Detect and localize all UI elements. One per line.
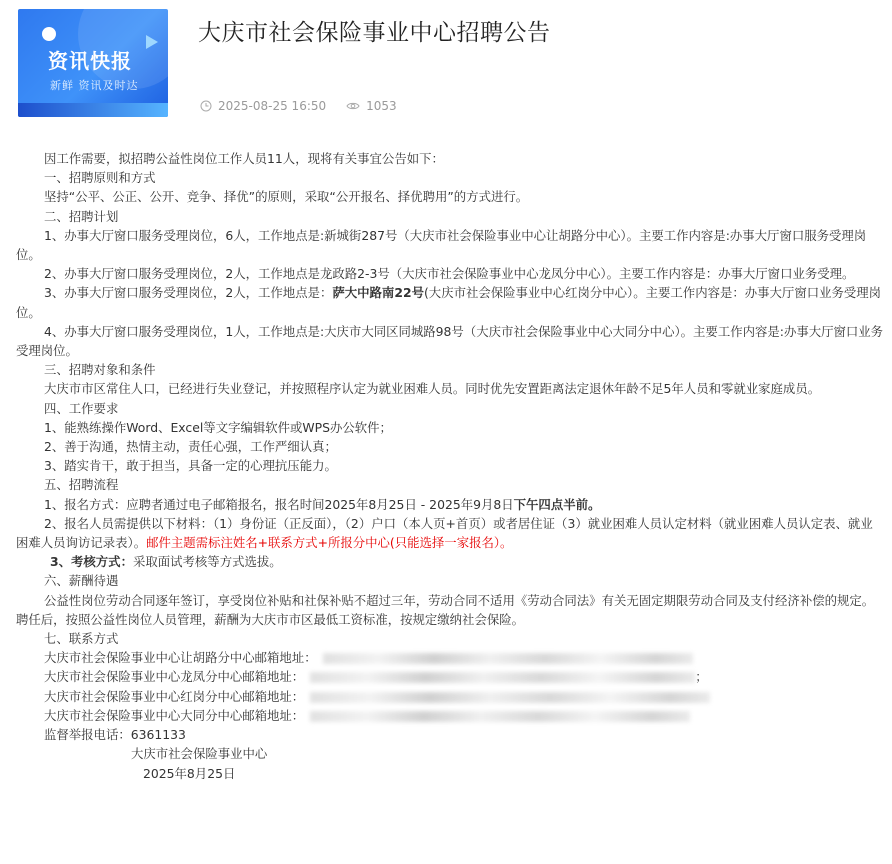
- article-body: [16, 149, 884, 783]
- contact-line: [16, 648, 884, 667]
- section-heading: 七、联系方式: [44, 631, 119, 647]
- eligibility-text: 大庆市市区常住人口，已经进行失业登记，并按照程序认定为就业困难人员。同时优先安置距离法定退休年龄不足5年人员和零就业家庭成员。: [44, 381, 821, 397]
- thumbnail-title: 资讯快报: [48, 49, 132, 73]
- section-heading: 六、薪酬待遇: [44, 573, 119, 589]
- process-item-3: [16, 552, 884, 571]
- contact-end: ；: [695, 669, 708, 685]
- process-item-1: [16, 495, 884, 514]
- section-text: 坚持“公平、公正、公开、竞争、择优”的原则，采取“公开报名、择优聘用”的方式进行。: [44, 189, 529, 205]
- article-title: 大庆市社会保险事业中心招聘公告: [198, 20, 551, 46]
- section-heading: 二、招聘计划: [44, 208, 119, 224]
- process-item-2: [16, 514, 884, 552]
- contact-line: [16, 687, 884, 706]
- contact-label: 大庆市社会保险事业中心让胡路分中心邮箱地址：: [44, 650, 317, 666]
- redacted-email: [310, 711, 690, 722]
- plan-item-3-address: 萨大中路南22号: [332, 285, 424, 301]
- section-heading: 五、招聘流程: [44, 477, 119, 493]
- eye-icon: [346, 100, 360, 112]
- plan-item-3-end: (大庆市社会保险事业中心红岗分中心）。主要工作内容是：办事大厅窗口业务受理岗位。: [16, 285, 882, 320]
- report-phone: 监督举报电话：6361133: [44, 727, 186, 743]
- signature-date: 2025年8月25日: [143, 765, 236, 781]
- contact-label: 大庆市社会保险事业中心龙凤分中心邮箱地址：: [44, 669, 305, 685]
- contact-line: [16, 667, 884, 686]
- process-item-1-text: 1、报名方式：应聘者通过电子邮箱报名，报名时间2025年8月25日 - 2025年9月8日: [44, 496, 514, 512]
- process-item-2-text: 2、报名人员需提供以下材料：（1）身份证（正反面），（2）户口（本人页+首页）或者居住证（3）就业困难人员认定材料（就业困难人员认定表、就业困难人员询访记录表）。: [16, 515, 873, 551]
- section-heading: 四、工作要求: [44, 400, 119, 416]
- intro-text: 因工作需要，拟招聘公益性岗位工作人员11人，现将有关事宜公告如下：: [44, 151, 444, 166]
- thumbnail-subtitle: 新鲜 资讯及时达: [50, 79, 139, 92]
- article-meta: [200, 99, 397, 113]
- thumbnail-bar: [18, 103, 168, 117]
- redacted-email: [310, 692, 710, 703]
- contact-label: 大庆市社会保险事业中心红岗分中心邮箱地址：: [44, 688, 305, 704]
- contact-line: [16, 706, 884, 725]
- redacted-email: [310, 672, 695, 683]
- plan-item-1: 1、办事大厅窗口服务受理岗位，6人，工作地点是:新城街287号（大庆市社会保险事业中心让胡路分中心）。主要工作内容是:办事大厅窗口服务受理岗位。: [16, 227, 867, 263]
- section-heading: 一、招聘原则和方式: [44, 170, 156, 186]
- email-subject-note: 邮件主题需标注姓名+联系方式+所报分中心(只能选择一家报名）。: [146, 535, 513, 551]
- thumbnail-dot-icon: [42, 27, 56, 41]
- deadline-text: 下午四点半前。: [513, 496, 601, 512]
- play-triangle-icon: [146, 35, 158, 49]
- requirement-item: 1、能熟练操作Word、Excel等文字编辑软件或WPS办公软件；: [44, 419, 392, 435]
- section-heading: 三、招聘对象和条件: [44, 362, 156, 378]
- requirement-item: 3、踏实肯干，敢于担当，具备一定的心理抗压能力。: [44, 458, 337, 474]
- process-item-3-label: 3、考核方式：: [50, 554, 133, 570]
- plan-item-4: 4、办事大厅窗口服务受理岗位，1人，工作地点是:大庆市大同区同城路98号（大庆市社会保险事业中心大同分中心）。主要工作内容是:办事大厅窗口业务受理岗位。: [16, 323, 884, 359]
- requirement-item: 2、善于沟通，热情主动，责任心强，工作严细认真；: [44, 439, 337, 455]
- clock-icon: [200, 100, 212, 112]
- publish-datetime: 2025-08-25 16:50: [218, 99, 327, 113]
- salary-text: 公益性岗位劳动合同逐年签订，享受岗位补贴和社保补贴不超过三年，劳动合同不适用《劳动合同法》有关无固定期限劳动合同及支付经济补偿的规定。聘任后，按照公益性岗位人员管理，薪酬为大庆市市区最低工资标准，按规定缴纳社会保险。: [16, 592, 875, 627]
- plan-item-3-start: 3、办事大厅窗口服务受理岗位，2人，工作地点是：: [44, 285, 333, 301]
- view-count-group: [346, 99, 397, 113]
- plan-item-3: [16, 283, 884, 321]
- view-count: 1053: [366, 99, 397, 113]
- article-thumbnail: [18, 9, 168, 117]
- redacted-email: [323, 653, 693, 664]
- process-item-3-text: 采取面试考核等方式选拔。: [132, 554, 282, 570]
- plan-item-2: 2、办事大厅窗口服务受理岗位，2人，工作地点是龙政路2-3号（大庆市社会保险事业中心龙凤分中心）。主要工作内容是：办事大厅窗口业务受理。: [44, 266, 855, 282]
- contact-label: 大庆市社会保险事业中心大同分中心邮箱地址：: [44, 707, 305, 723]
- signature-org: 大庆市社会保险事业中心: [131, 746, 268, 762]
